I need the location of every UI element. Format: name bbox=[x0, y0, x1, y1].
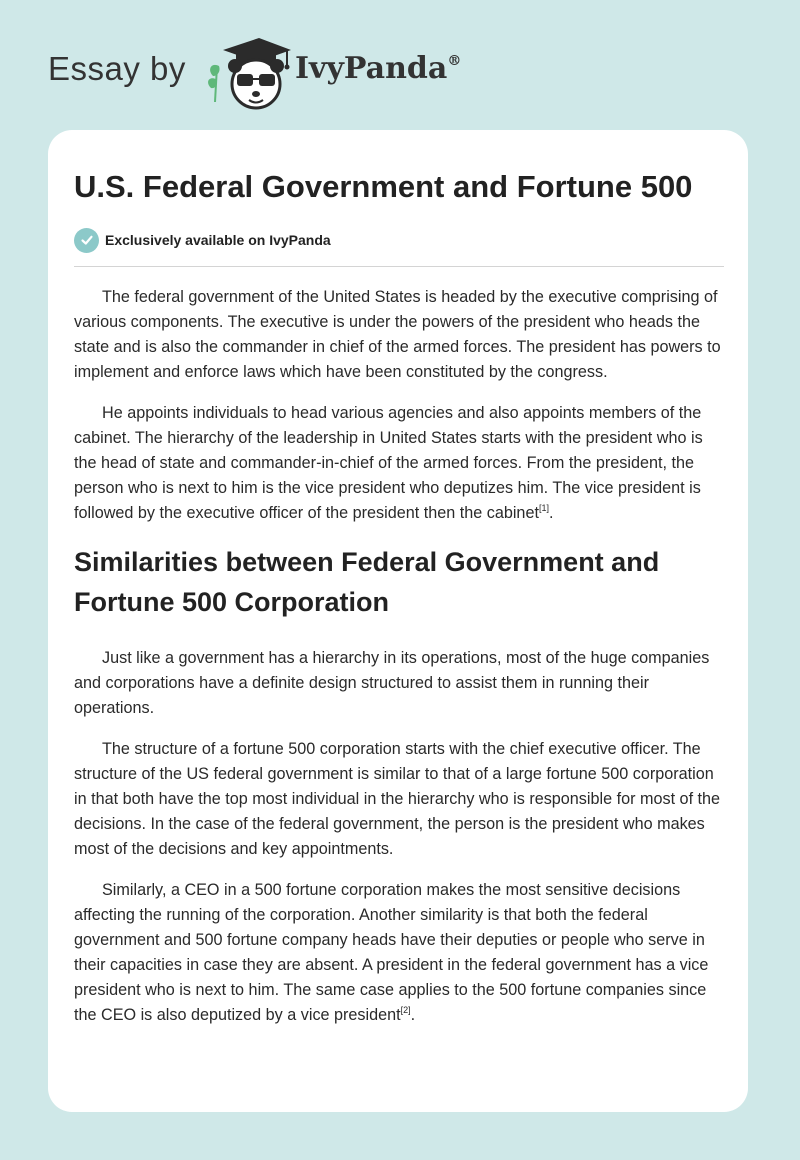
paragraph-end: . bbox=[410, 1006, 416, 1024]
paragraph-end: . bbox=[548, 504, 554, 522]
paragraph-text: Similarly, a CEO in a 500 fortune corporation makes the most sensitive decisions affecting the running of the corporation. Another similarity is that both the federal government and 500 fortune company heads have their deputies or people who serve in their capacities in case they are absent. A president in the federal government has a vice president who is next to him. The same case applies to the 500 fortune companies since the CEO is also deputized by a vice president bbox=[74, 881, 709, 1024]
brand-name[interactable] bbox=[295, 51, 461, 86]
paragraph bbox=[74, 285, 724, 385]
site-header bbox=[48, 30, 648, 110]
essay-by-label: Essay by bbox=[48, 50, 186, 87]
paragraph-text: The federal government of the United States is headed by the executive comprising of various components. The executive is under the powers of the president who heads the state and is also the commander in chief of the armed forces. The president has powers to implement and enforce laws which have been constituted by the congress. bbox=[74, 288, 721, 381]
exclusive-badge-label: Exclusively available on IvyPanda bbox=[105, 232, 331, 248]
checkmark-icon bbox=[74, 228, 99, 253]
article-content bbox=[74, 130, 724, 1028]
article-title: U.S. Federal Government and Fortune 500 bbox=[74, 169, 693, 204]
panda-logo-icon[interactable] bbox=[203, 36, 293, 112]
divider bbox=[74, 266, 724, 267]
registered-mark: ® bbox=[447, 53, 462, 69]
paragraph bbox=[74, 401, 724, 526]
brand-label: IvyPanda bbox=[295, 51, 448, 86]
reference-link[interactable]: [1] bbox=[538, 503, 549, 513]
paragraph bbox=[74, 878, 724, 1028]
paragraph-text: Just like a government has a hierarchy in its operations, most of the huge companies and corporations have a definite design structured to assist them in running their operations. bbox=[74, 649, 710, 717]
paragraph-text: The structure of a fortune 500 corporation starts with the chief executive officer. The structure of the US federal government is similar to that of a large fortune 500 corporation in that both have the top most individual in the hierarchy who is responsible for most of the decisions. In the case of the federal government, the person is the president who makes most of the decisions and key appointments. bbox=[74, 740, 721, 858]
reference-link[interactable]: [2] bbox=[400, 1005, 411, 1015]
paragraph bbox=[74, 737, 724, 862]
exclusive-badge bbox=[74, 227, 724, 253]
paragraph-text: He appoints individuals to head various agencies and also appoints members of the cabinet. The hierarchy of the leadership in United States starts with the president who is the head of state and commander-in-chief of the armed forces. From the president, the person who is next to him is the vice president who deputizes him. The vice president is followed by the executive officer of the president then the cabinet bbox=[74, 404, 703, 522]
section-heading: Similarities between Federal Government and Fortune 500 Corporation bbox=[74, 547, 660, 617]
paragraph bbox=[74, 646, 724, 721]
article-card bbox=[48, 130, 748, 1112]
